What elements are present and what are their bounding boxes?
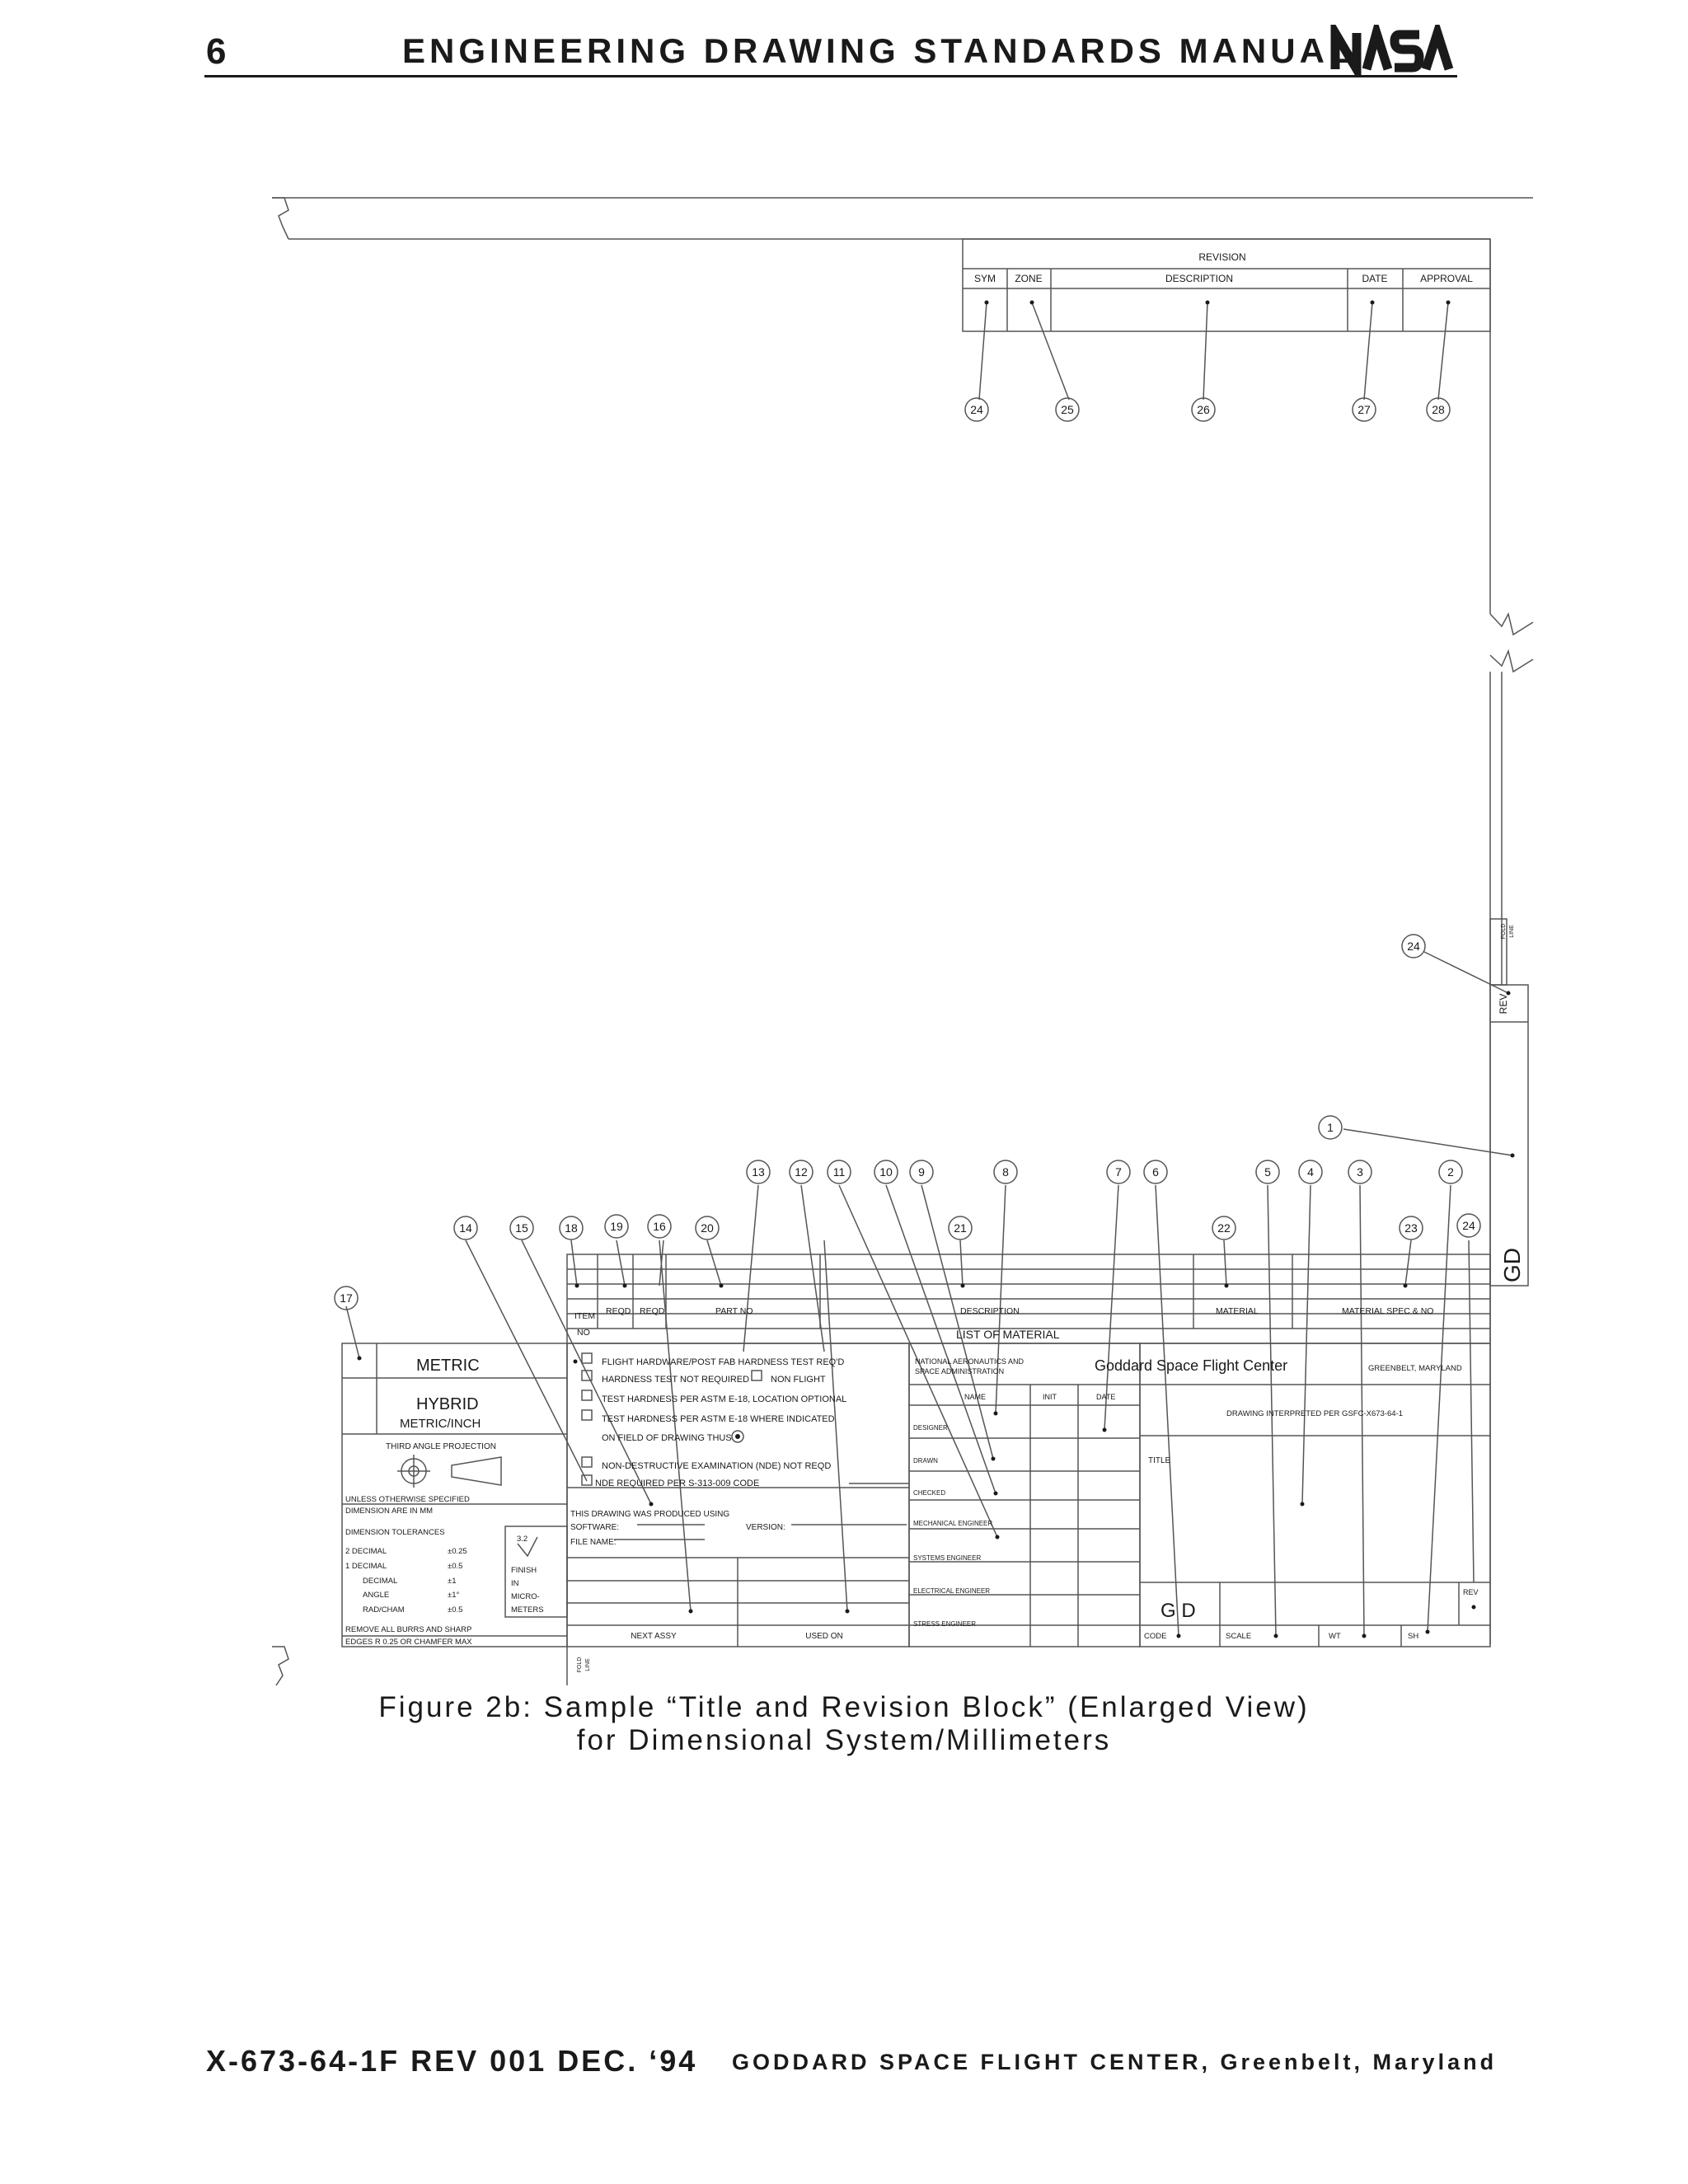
fold-line-label-a: FOLD: [1501, 923, 1507, 940]
tol-row-4-value: ±1°: [448, 1591, 460, 1600]
role-checked: CHECKED: [913, 1489, 946, 1497]
agency-line-2: SPACE ADMINISTRATION: [915, 1367, 1005, 1376]
finish-line-4: METERS: [511, 1605, 544, 1615]
version-label: VERSION:: [746, 1523, 785, 1532]
callout-label-20: 20: [701, 1221, 714, 1235]
rev-col-date: DATE: [1362, 273, 1388, 284]
page-title: ENGINEERING DRAWING STANDARDS MANUAL: [402, 31, 1354, 70]
footer-doc-id: X-673-64-1F REV 001 DEC. ‘94: [206, 2044, 698, 2078]
note-hardness-not-required: HARDNESS TEST NOT REQUIRED: [602, 1375, 750, 1385]
parts-list-title: LIST OF MATERIAL: [956, 1328, 1060, 1341]
used-on-label: USED ON: [805, 1632, 843, 1641]
tol-row-1-value: ±0.25: [448, 1547, 467, 1556]
role-systems-engineer: SYSTEMS ENGINEER: [913, 1554, 982, 1562]
parts-col-part-no: PART NO: [715, 1306, 753, 1316]
page-number: 6: [206, 31, 227, 72]
callout-label-15: 15: [515, 1221, 528, 1235]
rev-col-zone: ZONE: [1015, 273, 1043, 284]
callout-label-2: 2: [1447, 1165, 1454, 1179]
finish-value: 3.2: [517, 1535, 528, 1544]
callout-label-14: 14: [459, 1221, 472, 1235]
metric-label: METRIC: [416, 1357, 480, 1375]
tolerance-line-1: UNLESS OTHERWISE SPECIFIED: [345, 1495, 470, 1504]
title-block-rev: REV: [1463, 1588, 1479, 1596]
finish-line-2: IN: [511, 1579, 519, 1588]
parts-col-reqd-a: REQD: [606, 1306, 631, 1316]
note-non-flight: NON FLIGHT: [771, 1375, 826, 1385]
note-on-field: ON FIELD OF DRAWING THUS: [602, 1433, 732, 1443]
rev-col-approval: APPROVAL: [1420, 273, 1473, 284]
note-flight-hardware: FLIGHT HARDWARE/POST FAB HARDNESS TEST REQ'D: [602, 1357, 845, 1367]
agency-line-1: NATIONAL AERONAUTICS AND: [915, 1357, 1025, 1366]
parts-col-no: NO: [577, 1328, 590, 1338]
callout-label-22: 22: [1217, 1221, 1231, 1235]
role-designer: DESIGNER: [913, 1424, 948, 1432]
callout-label-6: 6: [1152, 1165, 1159, 1179]
title-block-center: Goddard Space Flight Center: [1095, 1357, 1288, 1374]
software-label: SOFTWARE:: [570, 1523, 620, 1532]
hybrid-label: HYBRID: [416, 1395, 479, 1413]
role-stress-engineer: STRESS ENGINEER: [913, 1620, 977, 1628]
title-block-code-mark: G D: [1160, 1600, 1196, 1622]
parts-col-material-spec: MATERIAL SPEC & NO: [1342, 1306, 1434, 1316]
callout-label-16: 16: [653, 1220, 666, 1233]
callout-label-27: 27: [1357, 403, 1371, 416]
sig-col-date: DATE: [1096, 1393, 1116, 1401]
sig-col-init: INIT: [1043, 1393, 1057, 1401]
software-produced-using: THIS DRAWING WAS PRODUCED USING: [570, 1510, 730, 1519]
callout-label-21: 21: [954, 1221, 967, 1235]
next-assy-label: NEXT ASSY: [631, 1632, 677, 1641]
callout-label-4: 4: [1307, 1165, 1314, 1179]
tolerance-line-2: DIMENSION ARE IN MM: [345, 1507, 434, 1516]
title-block-location: GREENBELT, MARYLAND: [1368, 1364, 1462, 1373]
role-electrical-engineer: ELECTRICAL ENGINEER: [913, 1587, 991, 1595]
title-block-interpreted: DRAWING INTERPRETED PER GSFC-X673-64-1: [1226, 1409, 1403, 1418]
code-id-vertical: GD: [1499, 1248, 1525, 1282]
fold-line-label-b: LINE: [1509, 925, 1515, 938]
finish-line-1: FINISH: [511, 1566, 537, 1575]
note-astm-location-optional: TEST HARDNESS PER ASTM E-18, LOCATION OPTIONAL: [602, 1394, 847, 1404]
rev-col-description: DESCRIPTION: [1165, 273, 1234, 284]
file-name-label: FILE NAME:: [570, 1538, 617, 1547]
callout-label-7: 7: [1115, 1165, 1122, 1179]
title-block-title-label: TITLE: [1148, 1456, 1171, 1465]
sig-col-name: NAME: [964, 1393, 987, 1401]
figure-caption-line-1: Figure 2b: Sample “Title and Revision Block” (Enlarged View): [378, 1691, 1310, 1723]
callout-label-24-rev: 24: [1407, 940, 1420, 953]
finish-line-3: MICRO-: [511, 1592, 540, 1601]
callout-label-28: 28: [1432, 403, 1445, 416]
tol-row-3-label: DECIMAL: [363, 1577, 398, 1586]
callout-label-24-bottom: 24: [1462, 1219, 1475, 1232]
callout-label-26: 26: [1197, 403, 1210, 416]
projection-label: THIRD ANGLE PROJECTION: [386, 1442, 496, 1451]
revision-title: REVISION: [1198, 251, 1246, 263]
role-mechanical-engineer: MECHANICAL ENGINEER: [913, 1520, 993, 1527]
callout-label-3: 3: [1357, 1165, 1363, 1179]
callout-label-24-top: 24: [970, 403, 983, 416]
tol-row-3-value: ±1: [448, 1577, 457, 1586]
footer-organization: GODDARD SPACE FLIGHT CENTER, Greenbelt, Maryland: [732, 2050, 1498, 2074]
parts-col-material: MATERIAL: [1216, 1306, 1259, 1316]
callout-label-17: 17: [340, 1291, 353, 1305]
tol-row-4-label: ANGLE: [363, 1591, 390, 1600]
callout-label-11: 11: [832, 1165, 846, 1179]
tol-row-5-label: RAD/CHAM: [363, 1605, 405, 1615]
rev-vertical-label: REV: [1498, 993, 1509, 1015]
callout-label-23: 23: [1404, 1221, 1418, 1235]
figure-caption-line-2: for Dimensional System/Millimeters: [576, 1724, 1112, 1756]
callout-label-19: 19: [610, 1220, 623, 1233]
parts-col-description: DESCRIPTION: [960, 1306, 1020, 1316]
parts-col-item: ITEM: [574, 1311, 596, 1321]
tolerance-line-3: DIMENSION TOLERANCES: [345, 1528, 445, 1537]
fold-line-bottom-b: LINE: [585, 1658, 591, 1671]
role-drawn: DRAWN: [913, 1457, 938, 1465]
callout-label-10: 10: [879, 1165, 893, 1179]
callout-label-12: 12: [795, 1165, 808, 1179]
parts-col-reqd-b: REQD: [640, 1306, 665, 1316]
callout-label-9: 9: [918, 1165, 925, 1179]
callout-label-18: 18: [565, 1221, 578, 1235]
burrs-line-2: EDGES R 0.25 OR CHAMFER MAX: [345, 1638, 472, 1647]
callout-label-25: 25: [1061, 403, 1074, 416]
note-astm-where-indicated: TEST HARDNESS PER ASTM E-18 WHERE INDICATED: [602, 1414, 835, 1424]
fold-line-bottom-a: FOLD: [577, 1657, 583, 1673]
bottom-wt-label: WT: [1329, 1632, 1341, 1641]
burrs-line-1: REMOVE ALL BURRS AND SHARP: [345, 1625, 472, 1634]
bottom-sh-label: SH: [1408, 1632, 1419, 1641]
note-nde-not-reqd: NON-DESTRUCTIVE EXAMINATION (NDE) NOT REQD: [602, 1461, 832, 1471]
callout-label-1: 1: [1327, 1121, 1334, 1134]
tol-row-2-label: 1 DECIMAL: [345, 1562, 387, 1571]
callout-label-13: 13: [752, 1165, 765, 1179]
note-nde-required: NDE REQUIRED PER S-313-009 CODE: [595, 1479, 760, 1488]
bottom-scale-label: SCALE: [1226, 1632, 1252, 1641]
rev-col-sym: SYM: [973, 273, 996, 284]
bottom-code-label: CODE: [1144, 1632, 1167, 1641]
tol-row-1-label: 2 DECIMAL: [345, 1547, 387, 1556]
hybrid-sub-label: METRIC/INCH: [400, 1417, 481, 1431]
tol-row-5-value: ±0.5: [448, 1605, 463, 1615]
callout-label-8: 8: [1002, 1165, 1009, 1179]
callout-label-5: 5: [1264, 1165, 1271, 1179]
tol-row-2-value: ±0.5: [448, 1562, 463, 1571]
